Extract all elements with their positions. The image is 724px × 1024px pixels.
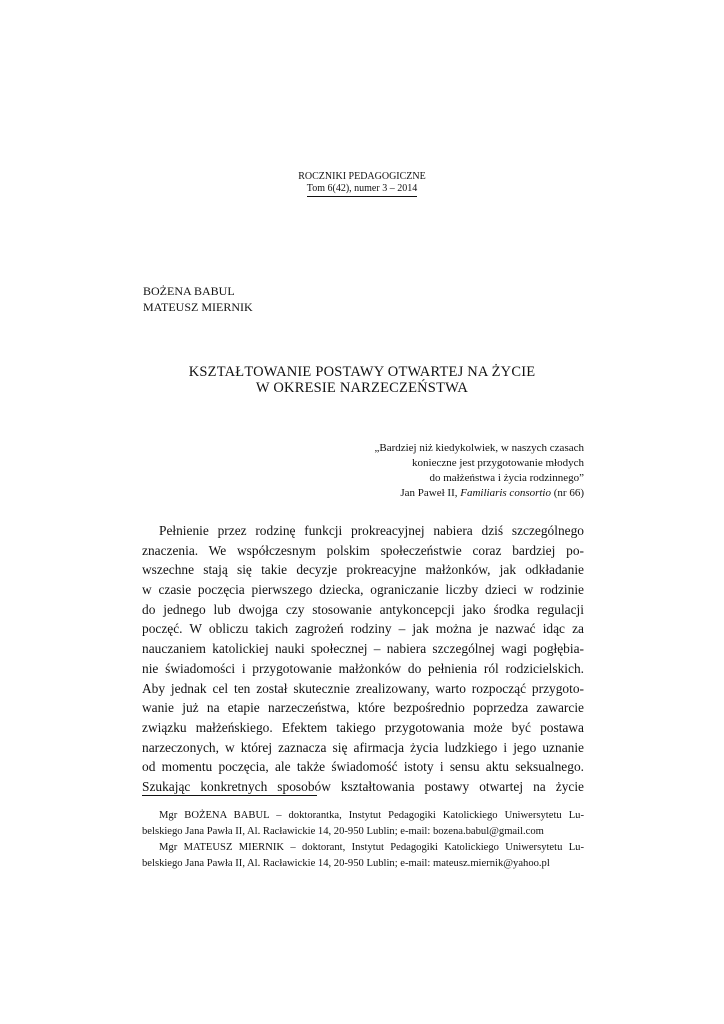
body-line: nauczaniem katolickiej nauki społecznej – nabiera szczególnej wagi pogłębia- (142, 641, 584, 657)
epigraph-source-author: Jan Paweł II, (400, 487, 458, 499)
epigraph-source (374, 486, 584, 501)
author-name: MATEUSZ MIERNIK (143, 300, 253, 314)
body-line: do jednego lub dwojga czy stosowanie antykoncepcji jako środka regulacji (142, 601, 584, 617)
body-line: znaczenia. We współczesnym polskim społeczeństwie coraz bardziej po- (142, 542, 584, 558)
body-line: związku małżeńskiego. Efektem takiego przygotowania może być postawa (142, 719, 584, 735)
epigraph-source-ref: (nr 66) (553, 487, 584, 499)
footnotes (142, 808, 584, 872)
author-name: BOŻENA BABUL (143, 284, 235, 298)
body-line: wanie już na etapie narzeczeństwa, które bezpośrednio poprzedza zawarcie (142, 700, 584, 716)
body-line: Pełnienie przez rodzinę funkcji prokreacyjnej nabiera dziś szczególnego (159, 523, 584, 538)
body-line: Aby jednak cel ten został skutecznie zrealizowany, warto rozpocząć przygoto- (142, 680, 584, 696)
title-line: W OKRESIE NARZECZEŃSTWA (255, 380, 469, 396)
footnote-line: belskiego Jana Pawła II, Al. Racławickie 14, 20-950 Lublin; e-mail: bozena.babul@gmail.com (142, 826, 544, 837)
body-paragraph (142, 521, 584, 797)
epigraph-source-work: Familiaris consortio (460, 487, 551, 499)
body-line: w czasie poczęcia pierwszego dziecka, ograniczanie liczby dzieci w rodzinie (142, 582, 584, 598)
footnote-line: Mgr MATEUSZ MIERNIK – doktorant, Instytut Pedagogiki Katolickiego Uniwersytetu Lu- (159, 842, 584, 853)
title-line: KSZTAŁTOWANIE POSTAWY OTWARTEJ NA ŻYCIE (188, 364, 536, 380)
journal-header (0, 171, 724, 197)
body-line: poczęć. W obliczu takich zagrożeń rodziny – jak można je nazwać idąc za (142, 621, 584, 637)
epigraph (374, 441, 584, 501)
footnote-line: Mgr BOŻENA BABUL – doktorantka, Instytut Pedagogiki Katolickiego Uniwersytetu Lu- (159, 810, 584, 821)
body-line: Szukając konkretnych sposobów kształtowania postawy otwartej na życie (142, 778, 584, 794)
footnote-divider (142, 795, 317, 796)
epigraph-line: do małżeństwa i życia rodzinnego” (429, 472, 584, 484)
journal-name: ROCZNIKI PEDAGOGICZNE (298, 171, 426, 182)
footnote-line: belskiego Jana Pawła II, Al. Racławickie 14, 20-950 Lublin; e-mail: mateusz.miernik@yahoo.pl (142, 858, 550, 869)
author-list (143, 283, 253, 315)
body-line: nie świadomości i przygotowanie małżonków do pełnienia ról rodzicielskich. (142, 660, 584, 676)
body-line: od momentu poczęcia, ale także świadomość istoty i sensu aktu seksualnego. (142, 759, 584, 775)
article-title (0, 364, 724, 396)
epigraph-line: „Bardziej niż kiedykolwiek, w naszych czasach (374, 442, 584, 454)
body-line: narzeczonych, w której zaznacza się afirmacja życia ludzkiego i jego uznanie (142, 739, 584, 755)
body-line: wszechne stają się takie decyzje prokreacyjne małżonków, jak odkładanie (142, 562, 584, 578)
epigraph-line: konieczne jest przygotowanie młodych (412, 457, 584, 469)
journal-issue: Tom 6(42), numer 3 – 2014 (307, 183, 417, 197)
